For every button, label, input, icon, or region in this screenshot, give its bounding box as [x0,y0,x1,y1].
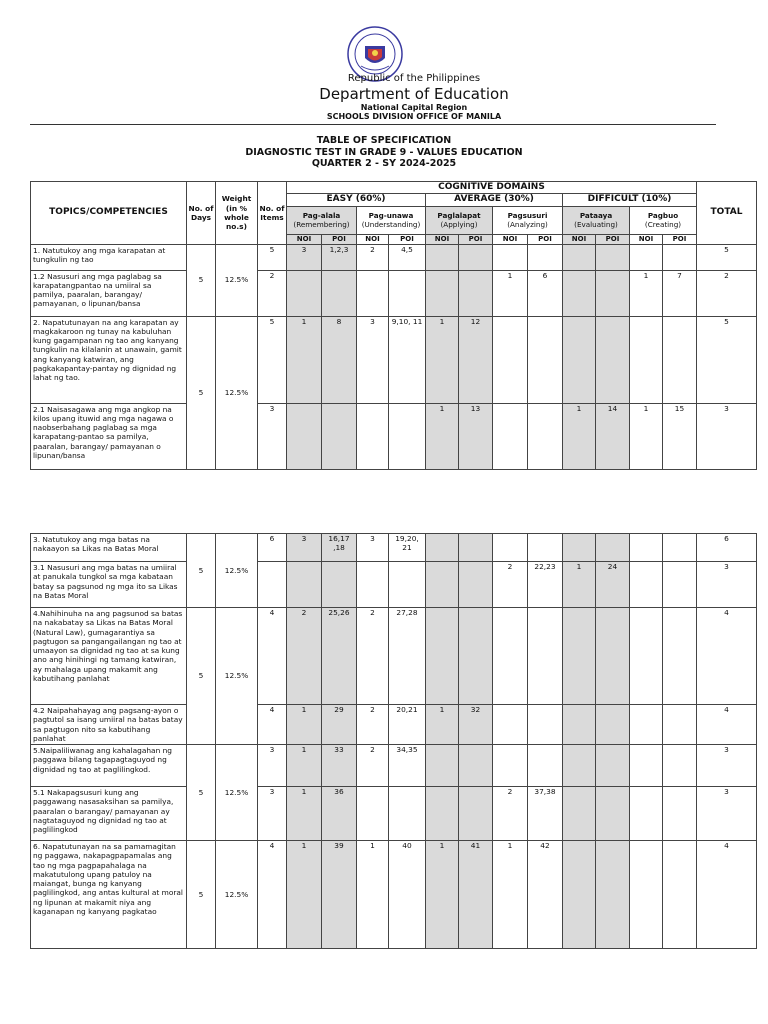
items-cell: 2 [258,270,287,316]
table-row [31,787,757,841]
col-noi: NOI [630,234,663,244]
c-noi-cell [630,705,663,745]
total-cell: 4 [697,841,757,949]
r-poi-cell: 36 [322,787,357,841]
col-noi: NOI [357,234,389,244]
topic-cell: 2.1 Naisasagawa ang mga angkop na kilos upang ituwid ang mga nagawa o naobserbahang paglabag sa mga karapatang-pantao sa pamilya, paaralan, barangay/ pamayanan o lipunan/bansa [31,403,187,469]
r-poi-cell: 29 [322,705,357,745]
ap-noi-cell: 1 [426,403,459,469]
r-poi-cell [322,403,357,469]
c-noi-cell: 1 [630,270,663,316]
col-items: No. of Items [258,182,287,245]
e-poi-cell [596,787,630,841]
col-analyzing: Pagsusuri (Analyzing) [493,206,563,234]
e-noi-cell [563,534,596,562]
r-poi-cell: 8 [322,316,357,403]
u-noi-cell [357,562,389,608]
ap-poi-cell [459,562,493,608]
total-cell: 3 [697,745,757,787]
r-poi-cell: 1,2,3 [322,244,357,270]
r-noi-cell [287,270,322,316]
c-poi-cell [663,534,697,562]
items-cell: 3 [258,787,287,841]
days-cell: 5 [187,841,216,949]
e-poi-cell: 14 [596,403,630,469]
col-poi: POI [459,234,493,244]
c-poi-cell: 15 [663,403,697,469]
total-cell: 3 [697,403,757,469]
col-poi: POI [322,234,357,244]
ap-poi-cell: 13 [459,403,493,469]
c-noi-cell: 1 [630,403,663,469]
e-noi-cell [563,608,596,705]
topic-cell: 5.Naipaliliwanag ang kahalagahan ng paggawa bilang tagapagtaguyod ng dignidad ng tao at paglilingkod. [31,745,187,787]
items-cell: 5 [258,244,287,270]
table-row [31,403,757,469]
u-poi-cell: 34,35 [389,745,426,787]
c-poi-cell [663,608,697,705]
topic-cell: 4.Nahihinuha na ang pagsunod sa batas na nakabatay sa Likas na Batas Moral (Natural Law), gumagarantiya sa pagtugon sa pangangailangan ng tao at umaayon sa dignidad ng tao at sa kung ano ang hinihingi ng tamang katwiran, ay mahalaga upang makamit ang kabutihang panlahat [31,608,187,705]
col-noi: NOI [563,234,596,244]
an-poi-cell [528,316,563,403]
document-subtitle: DIAGNOSTIC TEST IN GRADE 9 - VALUES EDUCATION [245,147,523,158]
e-noi-cell [563,705,596,745]
u-noi-cell: 2 [357,705,389,745]
e-poi-cell [596,745,630,787]
col-remembering: Pag-alala (Remembering) [287,206,357,234]
ap-noi-cell [426,244,459,270]
u-poi-cell [389,787,426,841]
days-cell: 5 [187,244,216,316]
col-applying: Paglalapat (Applying) [426,206,493,234]
u-poi-cell [389,270,426,316]
r-noi-cell: 3 [287,244,322,270]
e-noi-cell [563,244,596,270]
total-cell: 4 [697,705,757,745]
c-noi-cell [630,745,663,787]
specification-table-top [30,181,757,470]
col-total: TOTAL [697,182,757,245]
e-poi-cell: 24 [596,562,630,608]
u-poi-cell: 19,20, 21 [389,534,426,562]
c-noi-cell [630,608,663,705]
items-cell: 6 [258,534,287,562]
an-noi-cell [493,403,528,469]
weight-cell: 12.5% [216,534,258,608]
an-poi-cell [528,403,563,469]
document-quarter: QUARTER 2 - SY 2024-2025 [311,158,457,169]
an-poi-cell: 22,23 [528,562,563,608]
c-noi-cell [630,787,663,841]
days-cell: 5 [187,608,216,745]
division-label: SCHOOLS DIVISION OFFICE OF MANILA [326,112,502,121]
ap-poi-cell [459,787,493,841]
topic-cell: 2. Napatutunayan na ang karapatan ay magkakaroon ng tunay na kabuluhan kung gagampanan ng tao ang kanyang tungkulin na kilalanin at unawain, gamit ang kanyang katwiran, ang pagkakapantay-pantay ng dignidad ng lahat ng tao. [31,316,187,403]
items-cell: 5 [258,316,287,403]
table-row [31,705,757,745]
total-cell: 5 [697,316,757,403]
an-poi-cell: 6 [528,270,563,316]
c-poi-cell [663,841,697,949]
an-noi-cell [493,705,528,745]
ap-noi-cell [426,787,459,841]
an-noi-cell [493,534,528,562]
e-poi-cell [596,270,630,316]
u-noi-cell: 3 [357,316,389,403]
ap-poi-cell [459,745,493,787]
u-noi-cell: 2 [357,244,389,270]
ap-poi-cell [459,534,493,562]
u-noi-cell: 3 [357,534,389,562]
total-cell: 5 [697,244,757,270]
col-noi: NOI [426,234,459,244]
header-divider [30,124,716,125]
c-noi-cell [630,841,663,949]
r-poi-cell: 16,17 ,18 [322,534,357,562]
r-noi-cell: 1 [287,316,322,403]
ap-poi-cell [459,608,493,705]
table-row [31,608,757,705]
ap-noi-cell: 1 [426,841,459,949]
e-poi-cell [596,608,630,705]
an-noi-cell: 1 [493,841,528,949]
ap-noi-cell [426,562,459,608]
col-poi: POI [389,234,426,244]
items-cell: 3 [258,403,287,469]
an-noi-cell: 2 [493,562,528,608]
weight-cell: 12.5% [216,244,258,316]
days-cell: 5 [187,316,216,469]
c-poi-cell [663,745,697,787]
ap-noi-cell: 1 [426,316,459,403]
u-poi-cell: 4,5 [389,244,426,270]
c-poi-cell: 7 [663,270,697,316]
col-poi: POI [528,234,563,244]
region-label: National Capital Region [360,103,468,112]
ap-noi-cell [426,270,459,316]
ap-poi-cell [459,270,493,316]
days-cell: 5 [187,534,216,608]
c-poi-cell [663,244,697,270]
e-noi-cell [563,841,596,949]
c-poi-cell [663,787,697,841]
col-difficult: DIFFICULT (10%) [563,194,697,206]
c-noi-cell [630,562,663,608]
table-row [31,534,757,562]
e-poi-cell [596,705,630,745]
document-title: TABLE OF SPECIFICATION [316,135,452,146]
table-row [31,270,757,316]
e-poi-cell [596,841,630,949]
col-days: No. of Days [187,182,216,245]
department-title: Department of Education [319,85,509,103]
r-poi-cell: 39 [322,841,357,949]
e-noi-cell [563,316,596,403]
r-noi-cell: 1 [287,841,322,949]
c-noi-cell [630,534,663,562]
r-poi-cell [322,270,357,316]
u-noi-cell [357,270,389,316]
u-noi-cell: 2 [357,745,389,787]
r-poi-cell: 33 [322,745,357,787]
c-noi-cell [630,244,663,270]
topic-cell: 1. Natutukoy ang mga karapatan at tungkulin ng tao [31,244,187,270]
c-poi-cell [663,705,697,745]
total-cell: 3 [697,562,757,608]
topic-cell: 6. Napatutunayan na sa pamamagitan ng paggawa, nakapagpapamalas ang tao ng mga pagpapahalaga na makatutulong upang patuloy na maiangat, bunga ng kanyang paglilingkod, ang antas kultural at moral ng lipunan at makamit niya ang kaganapan ng kanyang pagkatao [31,841,187,949]
col-poi: POI [596,234,630,244]
col-average: AVERAGE (30%) [426,194,563,206]
e-poi-cell [596,244,630,270]
col-noi: NOI [493,234,528,244]
items-cell [258,562,287,608]
topic-cell: 4.2 Naipahahayag ang pagsang-ayon o pagtutol sa isang umiiral na batas batay sa pagtugon nito sa kabutihang panlahat [31,705,187,745]
col-easy: EASY (60%) [287,194,426,206]
ap-noi-cell [426,608,459,705]
u-noi-cell [357,787,389,841]
table-row [31,316,757,403]
e-noi-cell: 1 [563,562,596,608]
u-noi-cell: 1 [357,841,389,949]
e-noi-cell [563,787,596,841]
days-cell: 5 [187,745,216,841]
r-noi-cell: 1 [287,705,322,745]
e-noi-cell: 1 [563,403,596,469]
items-cell: 4 [258,608,287,705]
r-noi-cell: 1 [287,745,322,787]
an-noi-cell [493,608,528,705]
weight-cell: 12.5% [216,316,258,469]
an-poi-cell [528,745,563,787]
an-noi-cell [493,316,528,403]
col-weight: Weight (in % whole no.s) [216,182,258,245]
u-noi-cell: 2 [357,608,389,705]
col-poi: POI [663,234,697,244]
e-noi-cell [563,745,596,787]
total-cell: 3 [697,787,757,841]
weight-cell: 12.5% [216,841,258,949]
col-cognitive: COGNITIVE DOMAINS [287,182,697,194]
specification-table-bottom [30,533,757,949]
an-poi-cell: 37,38 [528,787,563,841]
ap-poi-cell [459,244,493,270]
col-evaluating: Pataaya (Evaluating) [563,206,630,234]
items-cell: 3 [258,745,287,787]
r-noi-cell: 2 [287,608,322,705]
weight-cell: 12.5% [216,745,258,841]
republic-label: Republic of the Philippines [347,73,481,84]
u-noi-cell [357,403,389,469]
ap-noi-cell: 1 [426,705,459,745]
r-noi-cell [287,403,322,469]
c-noi-cell [630,316,663,403]
table-row [31,841,757,949]
c-poi-cell [663,562,697,608]
u-poi-cell: 27,28 [389,608,426,705]
col-topics: TOPICS/COMPETENCIES [31,182,187,245]
u-poi-cell: 20,21 [389,705,426,745]
table-row [31,562,757,608]
topic-cell: 3. Natutukoy ang mga batas na nakaayon sa Likas na Batas Moral [31,534,187,562]
ap-poi-cell: 32 [459,705,493,745]
col-understanding: Pag-unawa (Understanding) [357,206,426,234]
e-poi-cell [596,534,630,562]
an-noi-cell: 2 [493,787,528,841]
an-poi-cell [528,534,563,562]
items-cell: 4 [258,841,287,949]
col-noi: NOI [287,234,322,244]
c-poi-cell [663,316,697,403]
topic-cell: 1.2 Nasusuri ang mga paglabag sa karapatangpantao na umiiral sa pamilya, paaralan, barangay/ pamayanan, o lipunan/bansa [31,270,187,316]
col-creating: Pagbuo (Creating) [630,206,697,234]
r-poi-cell: 25,26 [322,608,357,705]
ap-noi-cell [426,534,459,562]
total-cell: 2 [697,270,757,316]
table-row [31,745,757,787]
ap-poi-cell: 41 [459,841,493,949]
an-poi-cell [528,705,563,745]
e-noi-cell [563,270,596,316]
weight-cell: 12.5% [216,608,258,745]
u-poi-cell [389,562,426,608]
an-noi-cell: 1 [493,270,528,316]
ap-noi-cell [426,745,459,787]
topic-cell: 3.1 Nasusuri ang mga batas na umiiral at panukala tungkol sa mga kabataan batay sa pagsunod ng mga ito sa Likas na Batas Moral [31,562,187,608]
an-poi-cell [528,244,563,270]
an-noi-cell [493,745,528,787]
items-cell: 4 [258,705,287,745]
an-poi-cell: 42 [528,841,563,949]
total-cell: 6 [697,534,757,562]
ap-poi-cell: 12 [459,316,493,403]
r-noi-cell [287,562,322,608]
an-poi-cell [528,608,563,705]
total-cell: 4 [697,608,757,705]
table-row [31,244,757,270]
u-poi-cell [389,403,426,469]
topic-cell: 5.1 Nakapagsusuri kung ang paggawang nasasaksihan sa pamilya, paaralan o barangay/ pamayanan ay nagtataguyod ng dignidad ng tao at paglilingkod [31,787,187,841]
r-noi-cell: 3 [287,534,322,562]
u-poi-cell: 40 [389,841,426,949]
r-noi-cell: 1 [287,787,322,841]
r-poi-cell [322,562,357,608]
u-poi-cell: 9,10, 11 [389,316,426,403]
e-poi-cell [596,316,630,403]
an-noi-cell [493,244,528,270]
